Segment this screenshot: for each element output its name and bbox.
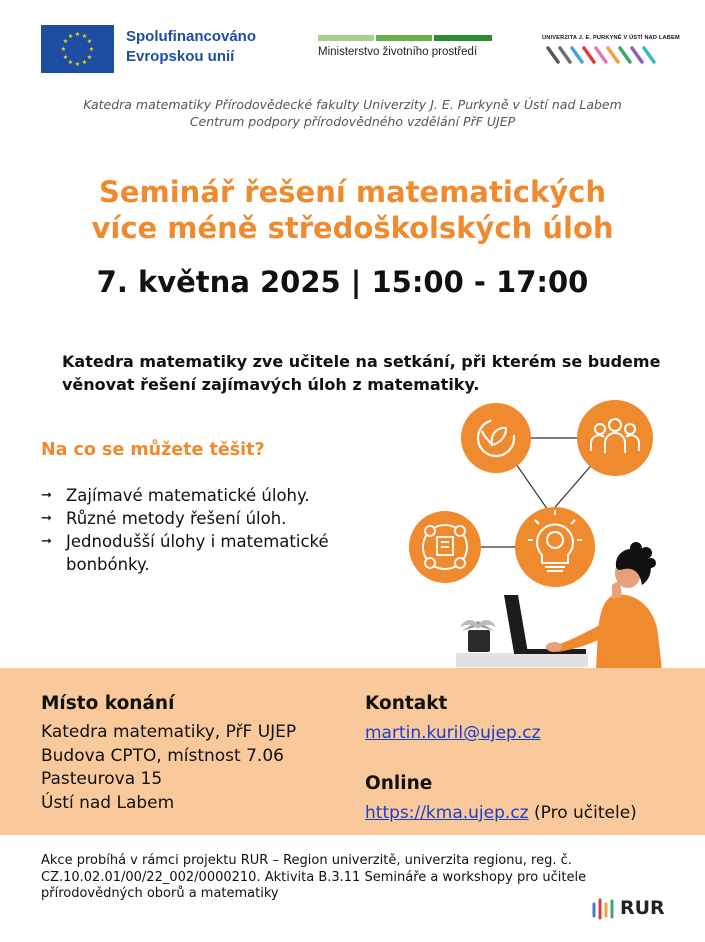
- svg-text:★: ★: [74, 61, 81, 68]
- online-url-link[interactable]: https://kma.ujep.cz: [365, 803, 529, 823]
- benefits-heading: Na co se můžete těšit?: [41, 440, 265, 460]
- list-item: [41, 507, 401, 530]
- eu-flag-icon: [41, 25, 114, 73]
- ministry-bars-icon: [318, 35, 492, 41]
- venue-line: Katedra matematiky, PřF UJEP: [41, 722, 297, 742]
- benefit-text: Jednodušší úlohy i matematické bonbónky.: [66, 532, 329, 574]
- people-group-icon: [577, 400, 653, 476]
- eu-label-line1: Spolufinancováno: [126, 28, 257, 45]
- svg-text:★: ★: [62, 38, 69, 45]
- svg-text:★: ★: [86, 54, 93, 61]
- university-label: UNIVERZITA J. E. PURKYNĚ V ÚSTÍ NAD LABEM: [542, 35, 680, 41]
- institution-line2: Centrum podpory přírodovědného vzdělání PřF UJEP: [189, 114, 516, 129]
- city-network-icon: [409, 511, 481, 583]
- benefits-list: [41, 484, 401, 576]
- eu-cofinanced-label: [126, 27, 256, 67]
- svg-text:★: ★: [81, 33, 88, 40]
- leaf-cycle-icon: [461, 403, 531, 473]
- venue-line: Ústí nad Labem: [41, 792, 175, 813]
- online-heading: Online: [365, 773, 433, 794]
- list-item: [41, 530, 401, 576]
- lightbulb-brain-icon: [515, 507, 595, 587]
- title-line2: více méně středoškolských úloh: [91, 211, 614, 245]
- footer-text: Akce probíhá v rámci projektu RUR – Region univerzitě, univerzita regionu, reg. č. CZ.10.02.01/00/22_002/0000210. Aktivita B.3.11 Semináře a workshopy pro učitele přírodovědných oborů a matematiky: [41, 853, 587, 901]
- online-note: (Pro učitele): [534, 803, 637, 823]
- contact-email-link[interactable]: martin.kuril@ujep.cz: [365, 723, 541, 743]
- contact-heading: Kontakt: [365, 693, 448, 714]
- arrow-bullet-icon: ➞: [41, 511, 52, 526]
- venue-line: Pasteurova 15: [41, 769, 163, 789]
- plant-icon: [460, 620, 496, 652]
- venue-address: [41, 721, 296, 815]
- eu-label-line2: Evropskou unií: [126, 48, 235, 65]
- svg-text:★: ★: [67, 33, 74, 40]
- list-item: [41, 484, 401, 507]
- ujep-stripes-icon: [545, 45, 663, 65]
- desk: [456, 653, 588, 667]
- arrow-bullet-icon: ➞: [41, 488, 52, 503]
- svg-text:★: ★: [60, 46, 67, 53]
- venue-heading: Místo konání: [41, 693, 175, 714]
- svg-text:★: ★: [67, 59, 74, 66]
- arrow-bullet-icon: ➞: [41, 534, 52, 549]
- svg-text:★: ★: [74, 31, 81, 38]
- online-line: [365, 803, 637, 823]
- ministry-label: Ministerstvo životního prostředí: [318, 46, 478, 58]
- rur-label: RUR: [620, 897, 665, 919]
- event-datetime: 7. května 2025 | 15:00 - 17:00: [96, 265, 589, 299]
- benefit-text: Různé metody řešení úloh.: [66, 509, 287, 528]
- svg-text:★: ★: [86, 38, 93, 45]
- svg-text:★: ★: [81, 59, 88, 66]
- svg-text:★: ★: [62, 54, 69, 61]
- rur-logo-icon: [590, 896, 670, 922]
- institution-line1: Katedra matematiky Přírodovědecké fakulty Univerzity J. E. Purkyně v Ústí nad Labem: [83, 97, 622, 112]
- intro-text: Katedra matematiky zve učitele na setkání, při kterém se budeme věnovat řešení zajímavých úloh z matematiky.: [62, 352, 661, 394]
- venue-line: Budova CPTO, místnost 7.06: [41, 745, 284, 766]
- benefit-text: Zajímavé matematické úlohy.: [66, 486, 310, 505]
- illustration: [400, 395, 700, 670]
- title-line1: Seminář řešení matematických: [98, 175, 607, 209]
- svg-text:★: ★: [88, 46, 95, 53]
